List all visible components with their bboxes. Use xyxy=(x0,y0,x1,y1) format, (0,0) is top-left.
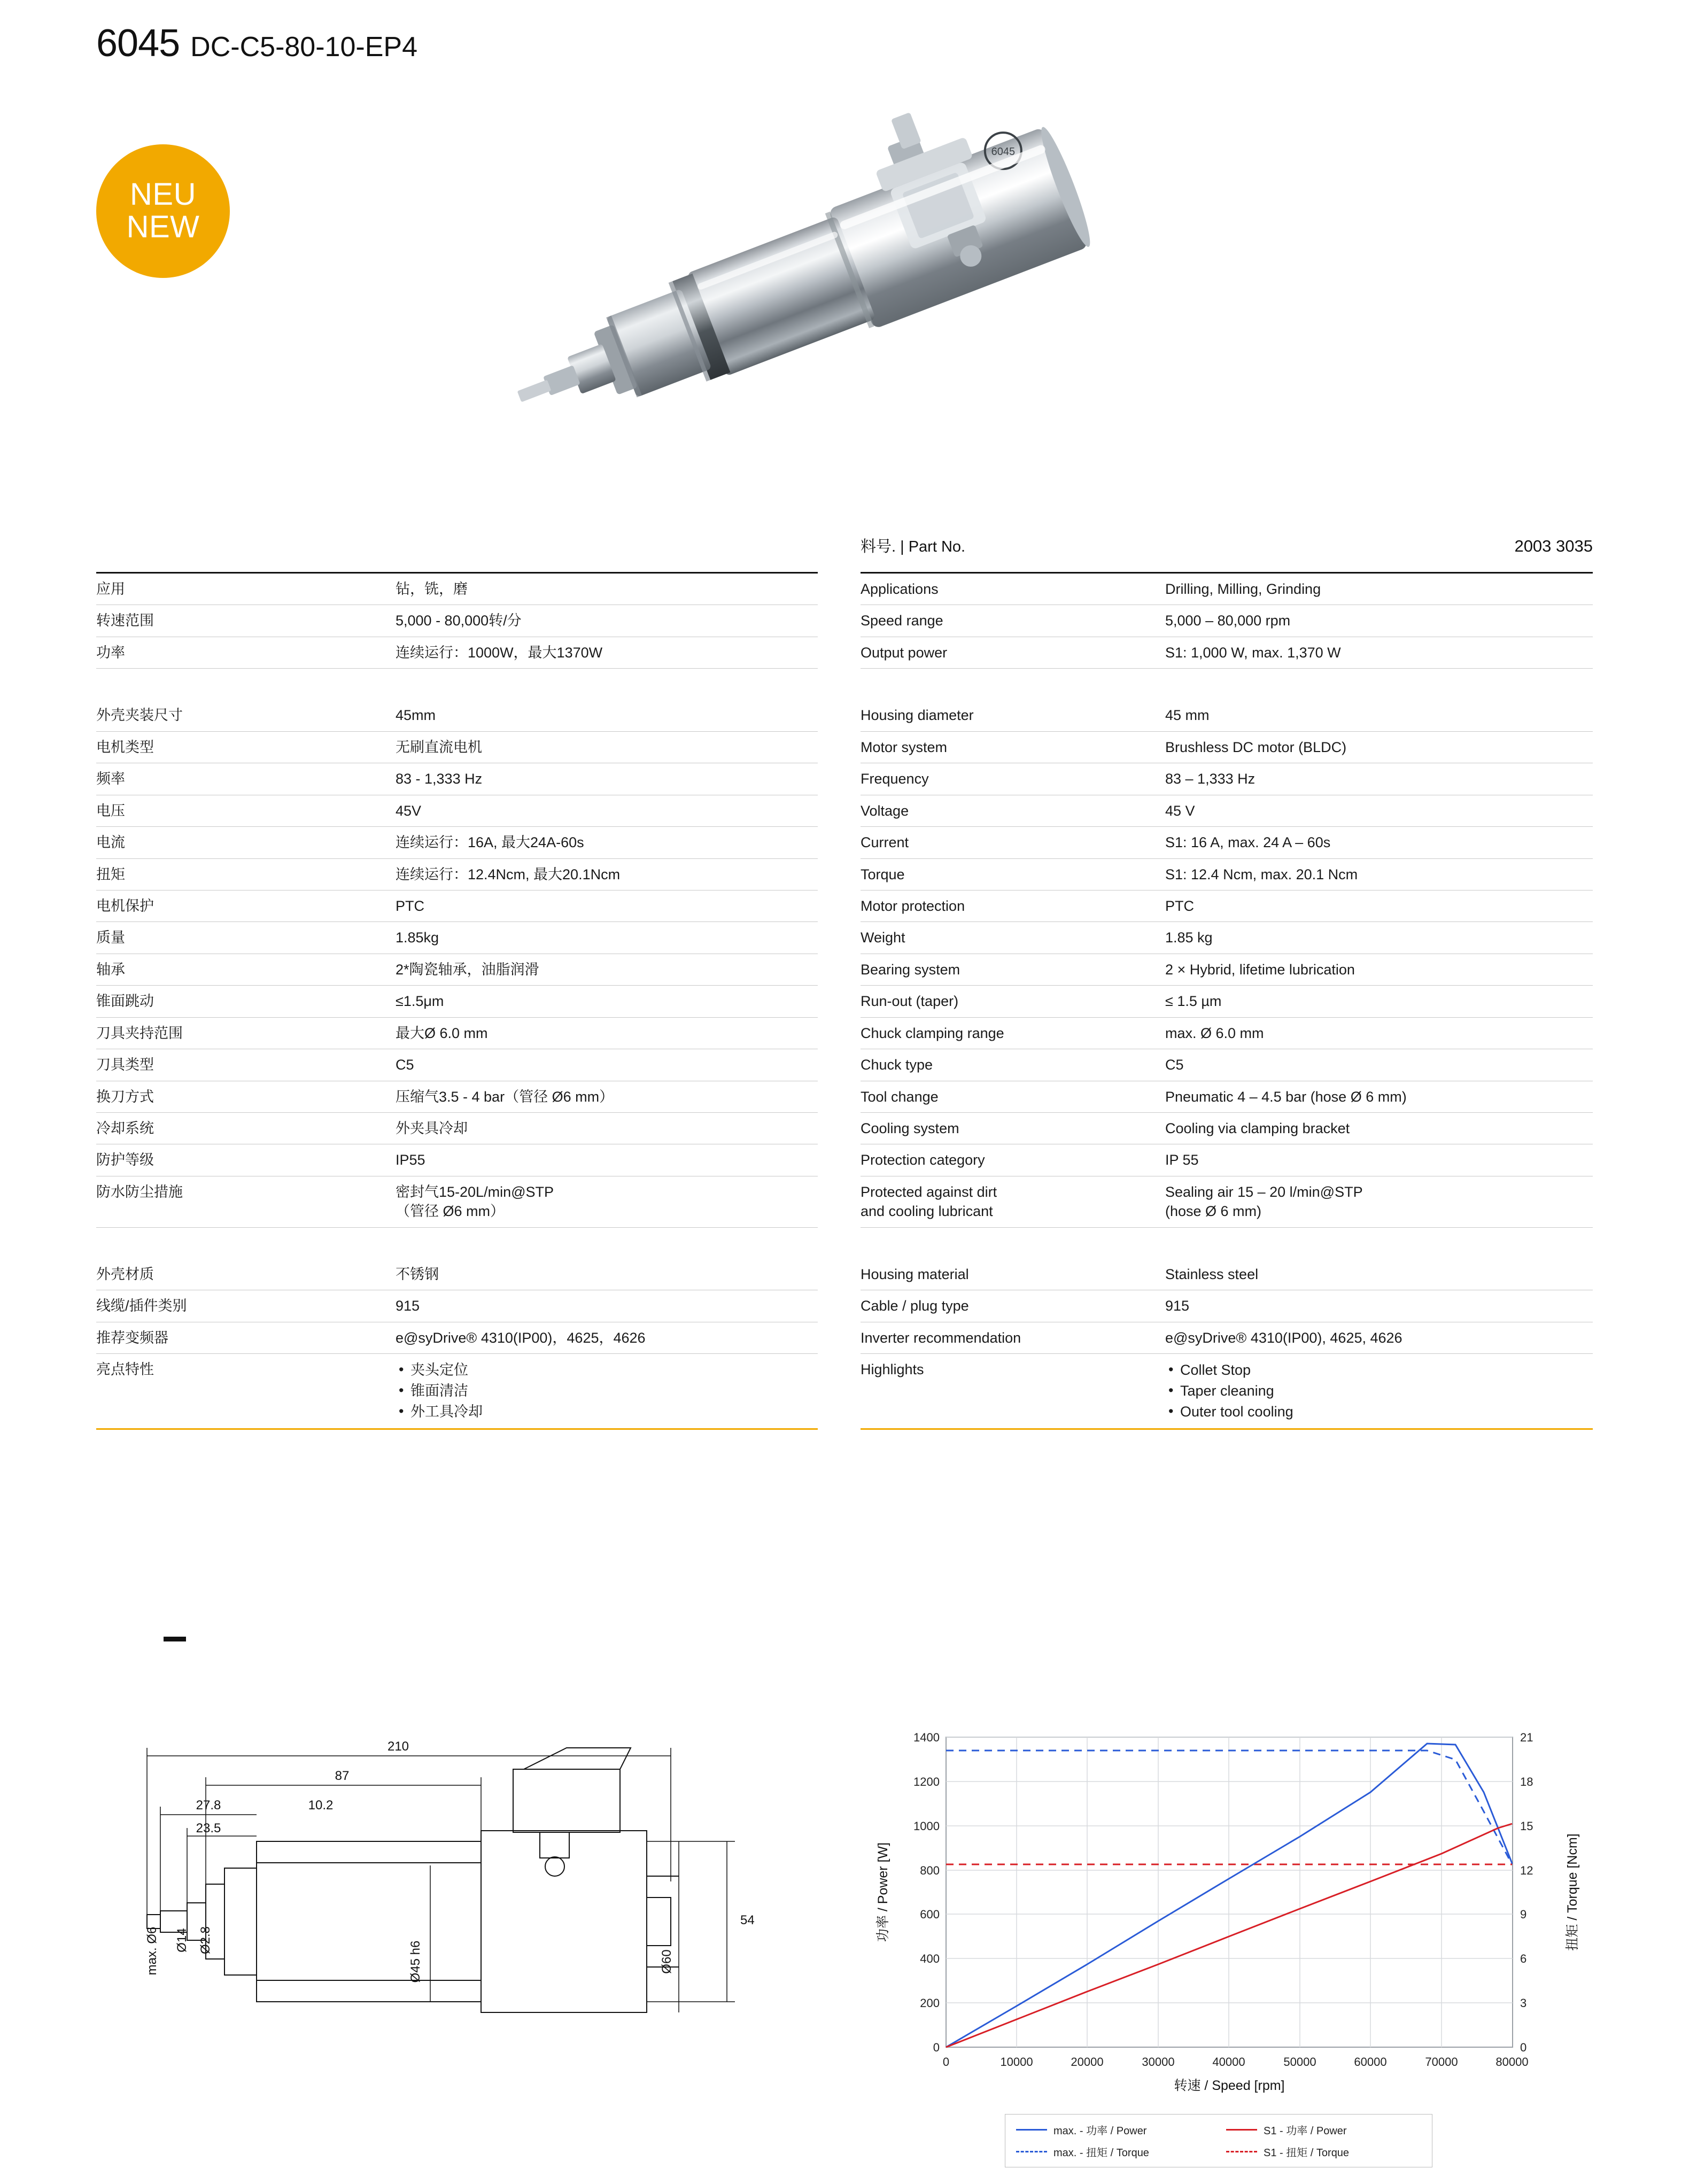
list-item: • 夹头定位 xyxy=(396,1360,818,1381)
badge-line-en: NEW xyxy=(126,210,200,244)
dim-27-8: 27.8 xyxy=(196,1798,221,1813)
spec-value: 不锈钢 xyxy=(396,1266,439,1282)
spec-value: 83 - 1,333 Hz xyxy=(396,771,483,787)
dim-d45: Ø45 h6 xyxy=(408,1940,423,1983)
list-item: • Outer tool cooling xyxy=(1165,1401,1593,1422)
spec-row xyxy=(861,1081,1593,1113)
legend-swatch-max-power xyxy=(1016,2129,1047,2131)
svg-text:21: 21 xyxy=(1520,1731,1533,1744)
svg-text:50000: 50000 xyxy=(1283,2055,1316,2069)
spec-value: 5,000 - 80,000转/分 xyxy=(396,613,522,629)
dim-d14: Ø14 xyxy=(175,1928,189,1953)
spec-value: 压缩气3.5 - 4 bar（管径 Ø6 mm） xyxy=(396,1088,614,1105)
legend-swatch-s1-power xyxy=(1226,2129,1257,2131)
chart-y2label: 扭矩 / Torque [Ncm] xyxy=(1565,1833,1580,1951)
spec-row-highlights xyxy=(96,1354,818,1430)
spec-row xyxy=(861,605,1593,637)
spec-row xyxy=(861,795,1593,827)
spec-row xyxy=(861,954,1593,986)
spec-value: S1: 16 A, max. 24 A – 60s xyxy=(1165,834,1331,851)
spec-key: 刀具夹持范围 xyxy=(96,1025,183,1041)
spec-row xyxy=(861,1049,1593,1081)
svg-text:1000: 1000 xyxy=(913,1819,940,1833)
chart-ylabel: 功率 / Power [W] xyxy=(875,1842,890,1942)
spec-row-highlights xyxy=(861,1354,1593,1430)
spec-value-line1: 密封气15-20L/min@STP xyxy=(396,1183,554,1200)
legend-swatch-s1-torque xyxy=(1226,2151,1257,2152)
spec-key: 外壳材质 xyxy=(96,1266,154,1282)
spec-row xyxy=(861,1113,1593,1144)
spec-value: C5 xyxy=(396,1057,414,1073)
spec-value: 5,000 – 80,000 rpm xyxy=(1165,613,1291,629)
spec-value: 外夹具冷却 xyxy=(396,1120,468,1136)
spec-value xyxy=(1165,1182,1593,1221)
power-torque-chart xyxy=(855,1721,1614,2143)
spec-row xyxy=(861,574,1593,605)
spec-value: 83 – 1,333 Hz xyxy=(1165,771,1256,787)
spec-value: IP55 xyxy=(396,1152,425,1168)
svg-text:1400: 1400 xyxy=(913,1731,940,1744)
svg-text:10000: 10000 xyxy=(1000,2055,1033,2069)
svg-text:18: 18 xyxy=(1520,1775,1533,1788)
svg-text:40000: 40000 xyxy=(1212,2055,1245,2069)
spec-key: Voltage xyxy=(861,802,909,819)
spec-value: 45 V xyxy=(1165,802,1195,819)
spec-value: Pneumatic 4 – 4.5 bar (hose Ø 6 mm) xyxy=(1165,1088,1407,1105)
spec-key: Tool change xyxy=(861,1088,939,1105)
spec-row xyxy=(96,574,818,605)
spec-key: Cooling system xyxy=(861,1120,959,1136)
spec-key: Housing material xyxy=(861,1266,969,1282)
svg-text:6: 6 xyxy=(1520,1952,1527,1965)
spec-value: 1.85kg xyxy=(396,930,439,946)
spec-value: S1: 12.4 Ncm, max. 20.1 Ncm xyxy=(1165,866,1358,882)
spec-key: Cable / plug type xyxy=(861,1298,969,1314)
list-item: • 锥面清洁 xyxy=(396,1381,818,1401)
svg-text:600: 600 xyxy=(920,1908,940,1921)
spec-key: 线缆/插件类别 xyxy=(96,1298,187,1314)
legend-label: max. - 扭矩 / Torque xyxy=(1053,2147,1149,2159)
spec-row xyxy=(861,890,1593,922)
spec-table-cn xyxy=(96,572,818,1430)
spec-value: 915 xyxy=(1165,1298,1190,1314)
spec-row xyxy=(96,1081,818,1113)
spec-value: 915 xyxy=(396,1298,420,1314)
highlights-list xyxy=(1165,1360,1593,1422)
spec-row xyxy=(96,637,818,669)
svg-text:70000: 70000 xyxy=(1425,2055,1458,2069)
spec-row xyxy=(96,1049,818,1081)
spec-value: PTC xyxy=(396,897,424,914)
spec-key: Inverter recommendation xyxy=(861,1329,1021,1346)
spec-value: 连续运行：1000W，最大1370W xyxy=(396,644,603,661)
spec-row xyxy=(861,1259,1593,1290)
svg-text:1200: 1200 xyxy=(913,1775,940,1788)
table-group-gap xyxy=(96,669,818,700)
svg-text:6045: 6045 xyxy=(991,146,1016,158)
spec-key: 轴承 xyxy=(96,961,125,978)
svg-text:3: 3 xyxy=(1520,1996,1527,2010)
spec-value: 2 × Hybrid, lifetime lubrication xyxy=(1165,961,1355,978)
spec-row xyxy=(96,1322,818,1354)
spec-value: Drilling, Milling, Grinding xyxy=(1165,581,1321,597)
svg-text:15: 15 xyxy=(1520,1819,1533,1833)
spec-row xyxy=(96,890,818,922)
spec-row xyxy=(96,1018,818,1049)
model-number: 6045 xyxy=(96,22,180,65)
spec-key: 电压 xyxy=(96,802,125,819)
svg-text:9: 9 xyxy=(1520,1908,1527,1921)
spec-row xyxy=(861,1018,1593,1049)
svg-text:80000: 80000 xyxy=(1495,2055,1529,2069)
spec-value: 连续运行：16A, 最大24A-60s xyxy=(396,834,584,851)
part-number-label: 料号. | Part No. xyxy=(861,538,966,555)
spec-row xyxy=(861,986,1593,1017)
spec-key: 频率 xyxy=(96,771,125,787)
spec-row xyxy=(861,637,1593,669)
spec-key: 冷却系统 xyxy=(96,1120,154,1136)
svg-text:0: 0 xyxy=(933,2041,940,2054)
product-photo xyxy=(449,107,1283,449)
spec-row xyxy=(96,1176,818,1228)
table-group-gap xyxy=(96,1228,818,1259)
spec-value: 钻，铣，磨 xyxy=(396,581,468,597)
spec-key: Chuck type xyxy=(861,1057,933,1073)
spec-row xyxy=(96,986,818,1017)
spec-row xyxy=(861,859,1593,890)
chart-plot-area xyxy=(946,1737,1513,2047)
spec-key: 刀具类型 xyxy=(96,1057,154,1073)
spec-row xyxy=(96,954,818,986)
spec-value: C5 xyxy=(1165,1057,1184,1073)
spec-value xyxy=(1165,1360,1593,1422)
spec-key: 推荐变频器 xyxy=(96,1329,168,1346)
spec-key: 应用 xyxy=(96,581,125,597)
spec-row xyxy=(861,922,1593,954)
spec-value: e@syDrive® 4310(IP00), 4625, 4626 xyxy=(1165,1329,1402,1346)
svg-text:0: 0 xyxy=(942,2055,950,2069)
dim-total: 210 xyxy=(387,1739,409,1754)
list-item: • Taper cleaning xyxy=(1165,1381,1593,1401)
legend-label: S1 - 功率 / Power xyxy=(1264,2125,1347,2137)
page-title xyxy=(96,21,417,65)
dim-body: 87 xyxy=(335,1769,350,1783)
spec-key-line2: and cooling lubricant xyxy=(861,1203,993,1220)
spec-value-line1: Sealing air 15 – 20 l/min@STP xyxy=(1165,1183,1363,1200)
table-group-gap xyxy=(861,669,1593,700)
spec-key: 功率 xyxy=(96,644,125,661)
spec-row xyxy=(96,1144,818,1176)
model-designation: DC-C5-80-10-EP4 xyxy=(190,32,417,63)
spec-row xyxy=(96,795,818,827)
svg-text:400: 400 xyxy=(920,1952,940,1965)
spec-key: Current xyxy=(861,834,909,851)
spec-value: IP 55 xyxy=(1165,1152,1199,1168)
spec-key: Run-out (taper) xyxy=(861,993,959,1010)
svg-text:12: 12 xyxy=(1520,1864,1533,1877)
dim-d60: Ø60 xyxy=(660,1949,674,1974)
spec-row xyxy=(96,1113,818,1144)
spec-key: Chuck clamping range xyxy=(861,1025,1004,1041)
spec-value: 45mm xyxy=(396,707,436,724)
svg-text:20000: 20000 xyxy=(1071,2055,1104,2069)
spec-key: 锥面跳动 xyxy=(96,993,154,1010)
spec-key: Applications xyxy=(861,581,939,597)
spec-key: 扭矩 xyxy=(96,866,125,882)
svg-text:60000: 60000 xyxy=(1354,2055,1387,2069)
dim-23-5: 23.5 xyxy=(196,1821,221,1836)
spec-key: 质量 xyxy=(96,930,125,946)
spec-key: Protection category xyxy=(861,1152,985,1168)
spec-key: 亮点特性 xyxy=(96,1361,154,1378)
legend-label: max. - 功率 / Power xyxy=(1053,2125,1147,2137)
svg-text:800: 800 xyxy=(920,1864,940,1877)
spec-row xyxy=(96,732,818,763)
spec-value: 2*陶瓷轴承，油脂润滑 xyxy=(396,961,539,978)
spec-key: 电流 xyxy=(96,834,125,851)
technical-drawing xyxy=(96,1726,844,2101)
spec-row xyxy=(861,763,1593,795)
spec-value xyxy=(396,1360,818,1422)
chart-xlabel: 转速 / Speed [rpm] xyxy=(1174,2078,1285,2093)
spec-key: Highlights xyxy=(861,1361,924,1378)
legend-item xyxy=(1226,2144,1421,2159)
dim-10-2: 10.2 xyxy=(308,1798,334,1813)
list-item: • 外工具冷却 xyxy=(396,1401,818,1422)
spec-value: 连续运行：12.4Ncm, 最大20.1Ncm xyxy=(396,866,621,882)
highlights-list xyxy=(396,1360,818,1422)
spec-row xyxy=(96,605,818,637)
spec-key: 防水防尘措施 xyxy=(96,1183,183,1200)
spec-value: 无刷直流电机 xyxy=(396,739,482,755)
spec-row xyxy=(861,1144,1593,1176)
spec-value: max. Ø 6.0 mm xyxy=(1165,1025,1264,1041)
spec-table-en xyxy=(861,572,1593,1430)
spec-value xyxy=(396,1182,818,1221)
svg-text:30000: 30000 xyxy=(1142,2055,1175,2069)
dim-max6: max. Ø6 xyxy=(145,1926,159,1976)
spec-row xyxy=(96,1259,818,1290)
spec-value: 45 mm xyxy=(1165,707,1210,724)
spec-row xyxy=(861,732,1593,763)
table-group-gap xyxy=(861,1228,1593,1259)
svg-text:200: 200 xyxy=(920,1996,940,2010)
badge-line-de: NEU xyxy=(130,177,196,212)
chart-legend xyxy=(1005,2114,1432,2167)
spec-row xyxy=(96,763,818,795)
spec-row xyxy=(861,1176,1593,1228)
legend-label: S1 - 扭矩 / Torque xyxy=(1264,2147,1350,2159)
part-number-value: 2003 3035 xyxy=(1514,537,1593,555)
spec-row xyxy=(861,700,1593,731)
spec-key: Frequency xyxy=(861,771,929,787)
spec-value-line2: (hose Ø 6 mm) xyxy=(1165,1203,1262,1220)
svg-text:0: 0 xyxy=(1520,2041,1527,2054)
spec-key: Bearing system xyxy=(861,961,960,978)
spec-key: Housing diameter xyxy=(861,707,974,724)
spec-value: 45V xyxy=(396,802,422,819)
spec-key: Output power xyxy=(861,644,948,661)
spec-row xyxy=(96,859,818,890)
spec-key: Motor system xyxy=(861,739,948,755)
spec-key xyxy=(861,1182,1165,1221)
spec-key: 换刀方式 xyxy=(96,1088,154,1105)
spec-key: Weight xyxy=(861,930,905,946)
spec-value: ≤ 1.5 µm xyxy=(1165,993,1222,1010)
spec-value: PTC xyxy=(1165,897,1194,914)
spec-row xyxy=(861,827,1593,858)
spec-key: 转速范围 xyxy=(96,613,154,629)
part-number-row xyxy=(861,535,1593,556)
spec-row xyxy=(96,827,818,858)
spec-value: e@syDrive® 4310(IP00)，4625，4626 xyxy=(396,1329,646,1346)
spec-value: 最大Ø 6.0 mm xyxy=(396,1025,488,1041)
legend-swatch-max-torque xyxy=(1016,2151,1047,2152)
legend-item xyxy=(1016,2122,1211,2137)
list-item: • Collet Stop xyxy=(1165,1360,1593,1381)
spec-value: Brushless DC motor (BLDC) xyxy=(1165,739,1347,755)
spec-row xyxy=(96,1290,818,1322)
new-badge xyxy=(96,144,230,278)
spec-value: S1: 1,000 W, max. 1,370 W xyxy=(1165,644,1341,661)
spec-row xyxy=(861,1290,1593,1322)
spec-value: Cooling via clamping bracket xyxy=(1165,1120,1350,1136)
spec-key: Torque xyxy=(861,866,905,882)
ce-mark-icon xyxy=(95,1614,191,1673)
spec-key: 电机类型 xyxy=(96,739,154,755)
spec-value: 1.85 kg xyxy=(1165,930,1213,946)
spec-key-line1: Protected against dirt xyxy=(861,1183,997,1200)
spec-key: 外壳夹装尺寸 xyxy=(96,707,183,724)
spec-key: Motor protection xyxy=(861,897,965,914)
spec-row xyxy=(96,700,818,731)
spec-value: ≤1.5μm xyxy=(396,993,444,1010)
spec-value-line2: （管径 Ø6 mm） xyxy=(396,1203,505,1220)
spec-key: Speed range xyxy=(861,613,943,629)
dim-54: 54 xyxy=(740,1913,755,1927)
spec-row xyxy=(861,1322,1593,1354)
spec-key: 防护等级 xyxy=(96,1152,154,1168)
spec-key: 电机保护 xyxy=(96,897,154,914)
dim-d28: Ø2.8 xyxy=(198,1926,213,1955)
spec-row xyxy=(96,922,818,954)
legend-item xyxy=(1226,2122,1421,2137)
legend-item xyxy=(1016,2144,1211,2159)
spec-value: Stainless steel xyxy=(1165,1266,1259,1282)
